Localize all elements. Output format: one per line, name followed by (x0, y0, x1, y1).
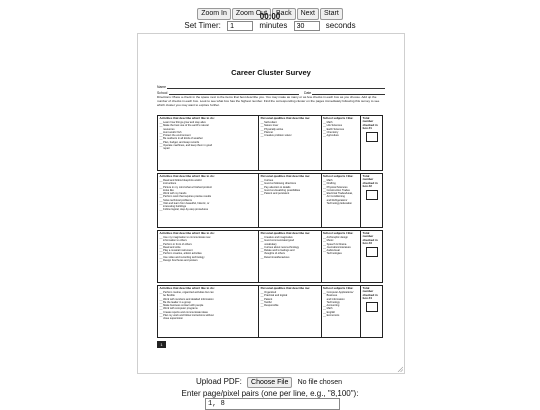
activities-heading: Activities that describe what I like to do: (159, 116, 215, 120)
activities-item: __ Perform in front of others (159, 242, 192, 246)
subjects-column (322, 174, 362, 227)
qualities-item: __ Tactful (260, 300, 272, 304)
activities-item: __ Picture in my mind what a finished product (159, 185, 212, 189)
subjects-item: __ Electrical Trades/Heat, (323, 192, 353, 196)
qualities-item: __ Responsible (260, 304, 279, 308)
qualities-item: __ Curious about new technology (260, 245, 300, 249)
activities-item: __ Play a musical instrument (159, 249, 193, 253)
page-number-badge: 1 (157, 341, 166, 348)
activities-column (158, 286, 259, 337)
qualities-heading: Personal qualities that describe me: (260, 286, 311, 290)
activities-column (158, 174, 259, 227)
qualities-item: __ Curious (260, 179, 274, 183)
activities-item: be flexible (159, 294, 175, 298)
qualities-item: __ Patient (260, 297, 273, 301)
qualities-item: __ Self-reliant (260, 121, 277, 125)
activities-item: __ Read and write (159, 245, 181, 249)
subjects-item: __ Math (323, 121, 333, 125)
file-status: No file chosen (297, 379, 342, 386)
activities-item: __ Make the best use of the earth's natural (159, 124, 209, 128)
subjects-item: __ Earth Sciences (323, 127, 345, 131)
subjects-item: Air Conditioning (323, 195, 345, 199)
upload-label: Upload PDF: (196, 377, 242, 386)
activities-item: __ Hunt and/or fish (159, 130, 182, 134)
qualities-item: __ Physically active (260, 127, 284, 131)
set-timer-label: Set Timer: (184, 21, 221, 31)
survey-box-1 (157, 115, 383, 171)
qualities-heading: Personal qualities that describe me: (260, 231, 311, 235)
start-button[interactable]: Start (320, 8, 343, 20)
zoom-in-button[interactable]: Zoom In (197, 8, 231, 20)
activities-item: __ Read and follow blueprints and/or (159, 179, 202, 183)
qualities-item: __ Creative problem solver (260, 134, 292, 138)
activities-column (158, 116, 259, 170)
activities-heading: Activities that describe what I like to do: (159, 286, 215, 290)
subjects-item: __ Chemistry (323, 130, 339, 134)
qualities-column (259, 174, 321, 227)
qualities-item: __ Nature lover (260, 124, 279, 128)
total-column (361, 286, 382, 337)
subjects-item: __ Economics (323, 313, 340, 317)
activities-item: information to others (159, 239, 187, 243)
subjects-item: __ Physical Sciences (323, 185, 348, 189)
subjects-item: __ Drafting (323, 182, 336, 186)
activities-item: __ Be outdoors in all kinds of weather (159, 137, 203, 141)
seconds-input[interactable] (294, 21, 320, 31)
set-timer-row (0, 21, 540, 31)
total-column (361, 116, 382, 170)
resize-handle-icon[interactable] (397, 366, 403, 372)
name-line (167, 88, 385, 89)
subjects-heading: School subjects I like: (323, 286, 354, 290)
next-button[interactable]: Next (297, 8, 319, 20)
qualities-item: __ Creative and imaginative (260, 236, 293, 240)
subjects-item: Technology Education (323, 201, 353, 205)
qualities-item: __ Determined/tenacious (260, 255, 290, 259)
subjects-column (322, 116, 362, 170)
subjects-item: __ Music (323, 239, 334, 243)
directions-text: Directions: Place a check in the space next to the items that best describe you. You may make as many or as few checks in each box as you choose. Add up the number of checks in each box. Look to see what box has the highest number. Find the corresponding cluster on the pages immediately following this survey to see which cluster you may want to explore further. (157, 95, 380, 107)
activities-item: interesting buildings (159, 205, 187, 209)
total-box (366, 247, 378, 257)
document-title: Career Cluster Survey (231, 68, 311, 77)
activities-item: __ Operate machines, and keep them in good (159, 143, 213, 147)
activities-item: __ Plan, budget, and keep records (159, 140, 200, 144)
qualities-item: __ Relate well to feelings and (260, 249, 295, 253)
qualities-column (259, 231, 321, 282)
subjects-item: Technology (323, 300, 340, 304)
total-box (366, 302, 378, 312)
date-label: Date (304, 91, 312, 95)
activities-item: __ Be the leader in a group (159, 300, 191, 304)
total-box (366, 190, 378, 200)
activities-item: __ Plan my work and follow instructions without (159, 313, 214, 317)
activities-item: __ Use video and recording technology (159, 255, 205, 259)
activities-item: __ Protect the environment (159, 134, 191, 138)
qualities-column (259, 116, 321, 170)
subjects-item: __ Math (323, 307, 333, 311)
total-label: Total number checked in box #2 (362, 174, 378, 188)
total-column (361, 231, 382, 282)
activities-item: __ Design brochures and posters (159, 258, 198, 262)
name-label: Name (157, 85, 167, 89)
activities-item: __ Visit and learn from beautiful, historic, or (159, 201, 210, 205)
qualities-item: __ Patient and persistent (260, 192, 290, 196)
activities-item: close supervision (159, 317, 184, 321)
qualities-item: __ Pay attention to details (260, 185, 291, 189)
back-button[interactable]: Back (272, 8, 296, 20)
subjects-item: __ Life Sciences (323, 124, 343, 128)
activities-item: __ Work with my hands (159, 192, 187, 196)
total-box (366, 132, 378, 142)
survey-box-4 (157, 285, 383, 338)
activities-item: __ Create reports and communicate ideas (159, 310, 208, 314)
seconds-label: seconds (325, 21, 356, 31)
activities-item: __ Solve technical problems (159, 198, 192, 202)
activities-item: __ Perform creative, artistic activities (159, 252, 202, 256)
subjects-item: __ Speech & Drama (323, 242, 347, 246)
subjects-item: Technologies (323, 252, 342, 256)
timer-display: 00:00 (259, 12, 281, 21)
total-label: Total number checked in box #1 (362, 116, 378, 130)
zoom-out-button[interactable]: Zoom Out (232, 8, 271, 20)
qualities-item: vocabulary (260, 242, 277, 246)
survey-box-3 (157, 230, 383, 283)
subjects-item: Business (323, 294, 338, 298)
pdf-viewer[interactable] (137, 33, 405, 374)
upload-row (196, 377, 342, 388)
subjects-heading: School subjects I like: (323, 116, 354, 120)
activities-item: __ Learn how things grow and stay alive (159, 121, 206, 125)
qualities-item: thoughts of others (260, 252, 285, 256)
subjects-heading: School subjects I like: (323, 174, 354, 178)
subjects-item: __ Art/Graphic design (323, 236, 348, 240)
activities-item: looks like (159, 188, 174, 192)
activities-column (158, 231, 259, 282)
survey-box-2 (157, 173, 383, 228)
qualities-item: __ Organized (260, 291, 277, 295)
qualities-item: __ Good communicator/good (260, 239, 295, 243)
subjects-item: __ Agriculture (323, 134, 339, 138)
activities-item: __ Work with numbers and detailed information (159, 297, 214, 301)
qualities-item: __ Practical and logical (260, 294, 288, 298)
total-label: Total number checked in box #3 (362, 231, 378, 245)
choose-file-button[interactable]: Choose File (247, 377, 292, 388)
activities-item: __ Follow logical, step-by-step procedures (159, 208, 209, 212)
subjects-item: __ Journalism/Literature (323, 245, 351, 249)
subjects-column (322, 231, 362, 282)
subjects-item: and Information (323, 297, 345, 301)
activities-item: __ Make business contact with people (159, 304, 204, 308)
subjects-item: __ Audiovisual (323, 249, 340, 253)
subjects-heading: School subjects I like: (323, 231, 354, 235)
subjects-item: and Refrigeration/ (323, 198, 348, 202)
subjects-item: __ Accounting (323, 304, 340, 308)
qualities-heading: Personal qualities that describe me: (260, 174, 311, 178)
subjects-item: __ Construction Trades (323, 188, 350, 192)
minutes-input[interactable] (227, 21, 253, 31)
activities-item: __ Perform routine, organized activities but can (159, 291, 214, 295)
activities-heading: Activities that describe what I like to do: (159, 174, 215, 178)
activities-item: __ Perform work that requires precise results (159, 195, 212, 199)
school-label: School (157, 91, 168, 95)
subjects-column (322, 286, 362, 337)
activities-item: instructions (159, 182, 177, 186)
activities-item: repair (159, 147, 170, 151)
activities-heading: Activities that describe what I like to do: (159, 231, 215, 235)
pairs-label: Enter page/pixel pairs (one per line, e.g., "8,100"): (181, 389, 359, 398)
qualities-heading: Personal qualities that describe me: (260, 116, 311, 120)
qualities-item: __ Good at visualizing possibilities (260, 188, 301, 192)
subjects-item: __ Math (323, 179, 333, 183)
total-column (361, 174, 382, 227)
total-label: Total number checked in box #4 (362, 286, 378, 300)
qualities-item: __ Good at following directions (260, 182, 297, 186)
subjects-item: __ English (323, 310, 336, 314)
activities-item: __ Work with computer programs (159, 307, 198, 311)
pdf-page (154, 42, 388, 356)
activities-item: resources (159, 127, 175, 131)
pairs-textarea[interactable]: 1, 8 (205, 398, 340, 410)
subjects-item: __ Computer Applications/ (323, 291, 354, 295)
minutes-label: minutes (259, 21, 288, 31)
activities-item: __ Use my imagination to communicate new (159, 236, 211, 240)
qualities-column (259, 286, 321, 337)
qualities-item: __ Planner (260, 130, 274, 134)
